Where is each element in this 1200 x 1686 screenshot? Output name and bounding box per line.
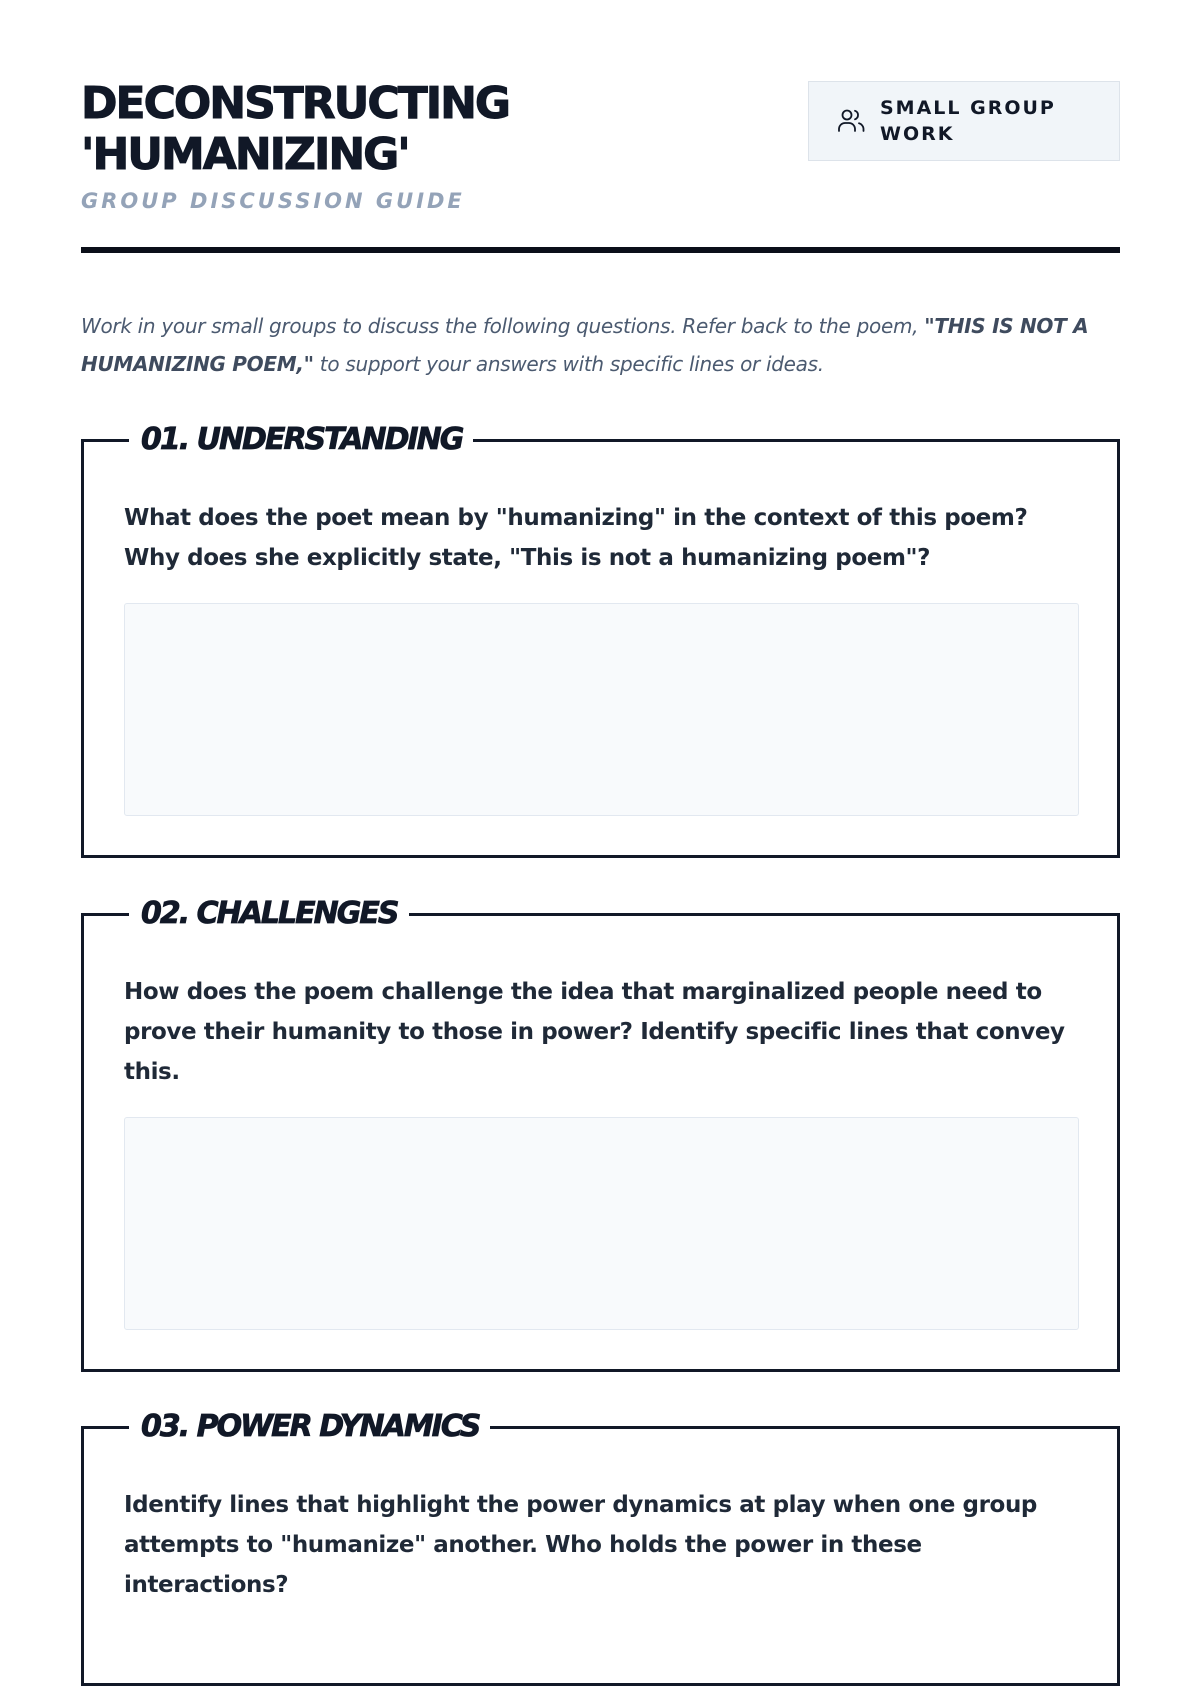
- page-subtitle: GROUP DISCUSSION GUIDE: [81, 189, 465, 213]
- question-text: What does the poet mean by "humanizing" in the context of this poem? Why does she explicitly state, "This is not a humanizing poem"?: [124, 505, 1028, 571]
- section-heading: 03. POWER DYNAMICS: [129, 1402, 490, 1452]
- users-icon: [836, 106, 866, 136]
- question-text: How does the poem challenge the idea that marginalized people need to prove their humanity to those in power? Identify specific lines that convey this.: [124, 979, 1065, 1085]
- section-heading: 02. CHALLENGES: [129, 889, 409, 939]
- section-power-dynamics: [81, 1409, 1120, 1686]
- question-text: Identify lines that highlight the power dynamics at play when one group attempts to "humanize" another. Who holds the power in these interactions?: [124, 1492, 1037, 1598]
- intro-instructions: [81, 307, 1120, 383]
- answer-box[interactable]: [124, 603, 1079, 816]
- section-heading: 01. UNDERSTANDING: [129, 415, 473, 465]
- page-title-line-2: 'HUMANIZING': [81, 129, 409, 180]
- badge-label: SMALL GROUP WORK: [880, 97, 1056, 145]
- page-title: [81, 78, 509, 180]
- header: [81, 78, 1120, 218]
- section-understanding: [81, 422, 1120, 858]
- answer-box[interactable]: [124, 1117, 1079, 1330]
- intro-text-before: Work in your small groups to discuss the following questions. Refer back to the poem,: [81, 314, 925, 338]
- small-group-badge: [808, 81, 1120, 161]
- intro-text-after: to support your answers with specific lines or ideas.: [313, 352, 824, 376]
- header-divider: [81, 247, 1120, 253]
- page-title-line-1: DECONSTRUCTING: [81, 78, 510, 129]
- poem-title: "THIS IS NOT A HUMANIZING POEM,": [81, 314, 1089, 376]
- section-challenges: [81, 896, 1120, 1372]
